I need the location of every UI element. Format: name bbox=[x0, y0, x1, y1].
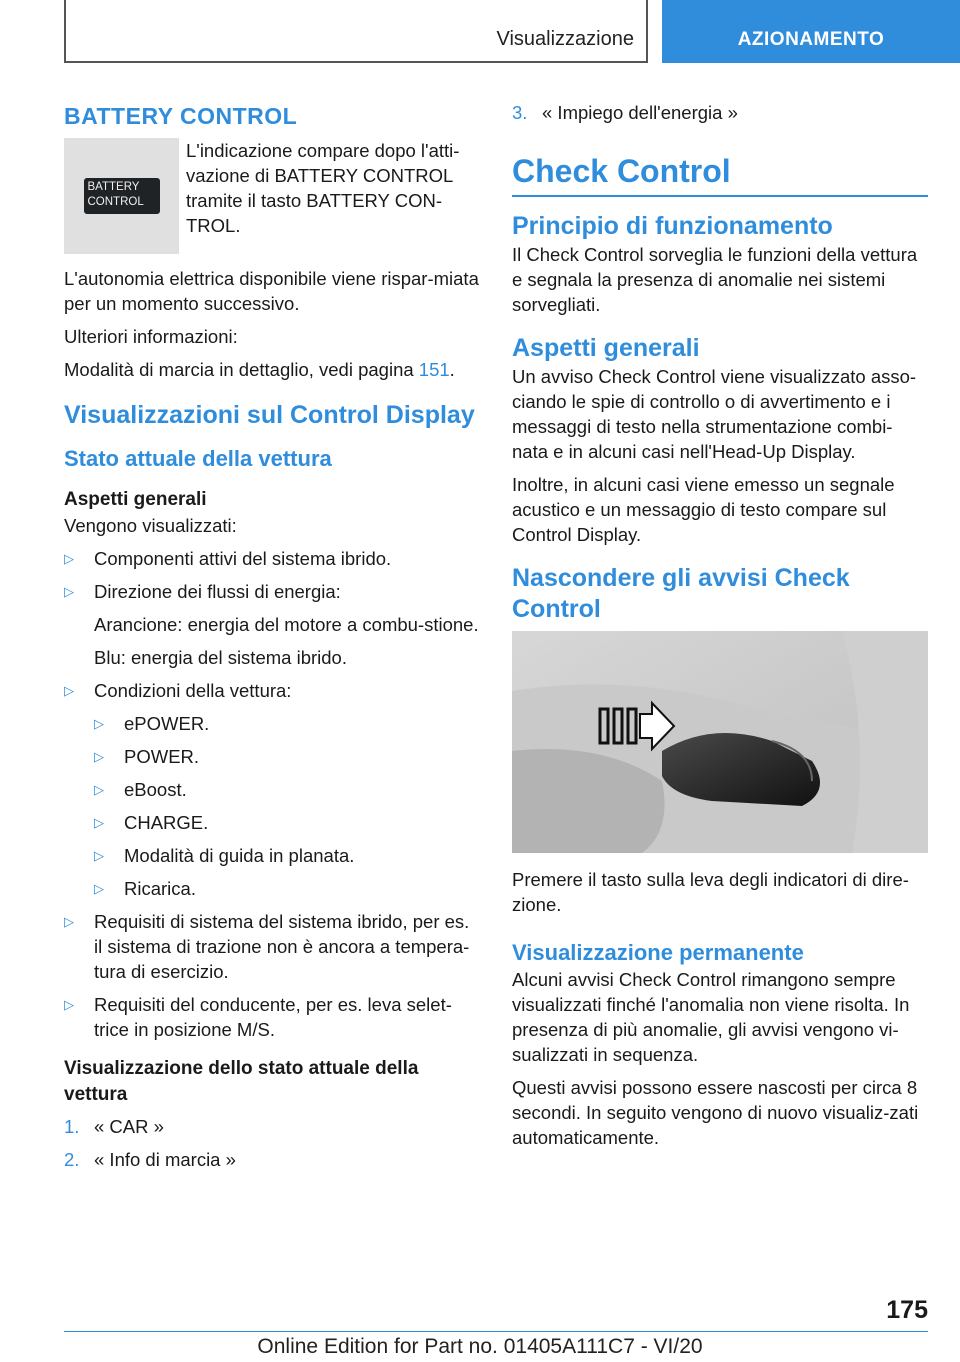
autonomy-text: L'autonomia elettrica disponibile viene rispar-miata per un momento successivo. bbox=[64, 268, 479, 314]
energy-orange-text: Arancione: energia del motore a combu-stione. bbox=[94, 614, 479, 635]
shown-intro: Vengono visualizzati: bbox=[64, 515, 237, 536]
principle-title: Principio di funzionamento bbox=[512, 212, 833, 240]
steps-list-continued bbox=[512, 100, 928, 125]
list-item: ▷ Modalità di guida in planata. bbox=[94, 843, 480, 868]
more-info-text: Ulteriori informazioni: bbox=[64, 326, 238, 347]
detail-end: . bbox=[449, 359, 455, 380]
permanent-text-2: Questi avvisi possono essere nascosti per circa 8 secondi. In seguito vengono di nuovo visualiz-zati automaticamente. bbox=[512, 1077, 919, 1148]
principle-text: Il Check Control sorveglia le funzioni della vettura e segnala la presenza di anomalie nei sistemi sorvegliati. bbox=[512, 244, 918, 315]
header-chapter-title: AZIONAMENTO bbox=[737, 29, 885, 50]
turn-signal-lever-photo bbox=[512, 631, 928, 853]
battery-control-block bbox=[64, 138, 480, 254]
list-item: ▷ POWER. bbox=[94, 744, 480, 769]
list-item: ▷ Requisiti di sistema del sistema ibrido, per es. il sistema di trazione non è ancora a tempera-tura di esercizio. bbox=[64, 909, 480, 984]
general-aspects-heading: Aspetti generali bbox=[64, 489, 207, 510]
footer-divider bbox=[64, 1331, 928, 1332]
page-link[interactable]: 151 bbox=[418, 359, 450, 380]
footer-edition: Online Edition for Part no. 01405A111C7 - VI/20 bbox=[257, 1335, 703, 1358]
right-column bbox=[512, 100, 928, 1158]
permanent-display-title: Visualizzazione permanente bbox=[512, 940, 804, 965]
permanent-text-1: Alcuni avvisi Check Control rimangono sempre visualizzati finché l'anomalia non viene risolta. In presenza di più anomalie, gli avvisi vengono vi-sualizzati in sequenza. bbox=[512, 969, 910, 1065]
vehicle-status-subtitle: Stato attuale della vettura bbox=[64, 446, 332, 471]
display-items-list bbox=[64, 546, 480, 1042]
detail-reference bbox=[64, 357, 480, 382]
vehicle-modes-list bbox=[94, 711, 480, 901]
page-number: 175 bbox=[886, 1296, 928, 1324]
energy-blue-text: Blu: energia del sistema ibrido. bbox=[94, 647, 347, 668]
battery-control-button-icon: BATTERY CONTROL bbox=[84, 178, 160, 214]
general-text-1: Un avviso Check Control viene visualizzato asso-ciando le spie di controllo o di avvertimento e i messaggi di testo nella strumentazione combi-nata e in alcuni casi nell'Head-Up Display. bbox=[512, 366, 917, 462]
control-display-section-title: Visualizzazioni sul Control Display bbox=[64, 401, 475, 429]
list-item: 2. « Info di marcia » bbox=[64, 1149, 236, 1170]
list-item: 1. « CAR » bbox=[64, 1116, 164, 1137]
title-divider bbox=[512, 195, 928, 197]
hide-alerts-text: Premere il tasto sulla leva degli indicatori di dire-zione. bbox=[512, 869, 909, 915]
battery-control-text: L'indicazione compare dopo l'atti-vazione di BATTERY CONTROL tramite il tasto BATTERY CON-TROL. bbox=[186, 140, 460, 236]
list-item: ▷ CHARGE. bbox=[94, 810, 480, 835]
list-item: ▷ Ricarica. bbox=[94, 876, 480, 901]
battery-control-title: BATTERY CONTROL bbox=[64, 103, 298, 129]
header-chapter-tab bbox=[662, 0, 960, 63]
header-section-box bbox=[64, 0, 648, 63]
display-status-heading: Visualizzazione dello stato attuale della vettura bbox=[64, 1058, 419, 1105]
steps-list bbox=[64, 1114, 480, 1172]
list-item: 3. « Impiego dell'energia » bbox=[512, 102, 738, 123]
list-item: ▷ eBoost. bbox=[94, 777, 480, 802]
list-item: ▷ ePOWER. bbox=[94, 711, 480, 736]
list-item: ▷ Componenti attivi del sistema ibrido. bbox=[64, 546, 480, 571]
battery-control-button-image bbox=[64, 138, 179, 254]
hide-alerts-title: Nascondere gli avvisi Check Control bbox=[512, 564, 850, 623]
check-control-title: Check Control bbox=[512, 153, 731, 189]
general-title: Aspetti generali bbox=[512, 334, 700, 362]
left-column bbox=[64, 100, 480, 1180]
list-item: ▷ Direzione dei flussi di energia: Arancione: energia del motore a combu-stione. Blu: energia del sistema ibrido. bbox=[64, 579, 480, 670]
general-text-2: Inoltre, in alcuni casi viene emesso un segnale acustico e un messaggio di testo compare sul Control Display. bbox=[512, 474, 895, 545]
detail-text: Modalità di marcia in dettaglio, vedi pagina bbox=[64, 359, 419, 380]
header-section-title: Visualizzazione bbox=[496, 28, 634, 50]
list-item: ▷ Condizioni della vettura: ▷ ePOWER. ▷ POWER. ▷ eBoost. ▷ CHARGE. ▷ Modalità di guida in planata. ▷ Ricarica. bbox=[64, 678, 480, 901]
list-item: ▷ Requisiti del conducente, per es. leva selet-trice in posizione M/S. bbox=[64, 992, 480, 1042]
